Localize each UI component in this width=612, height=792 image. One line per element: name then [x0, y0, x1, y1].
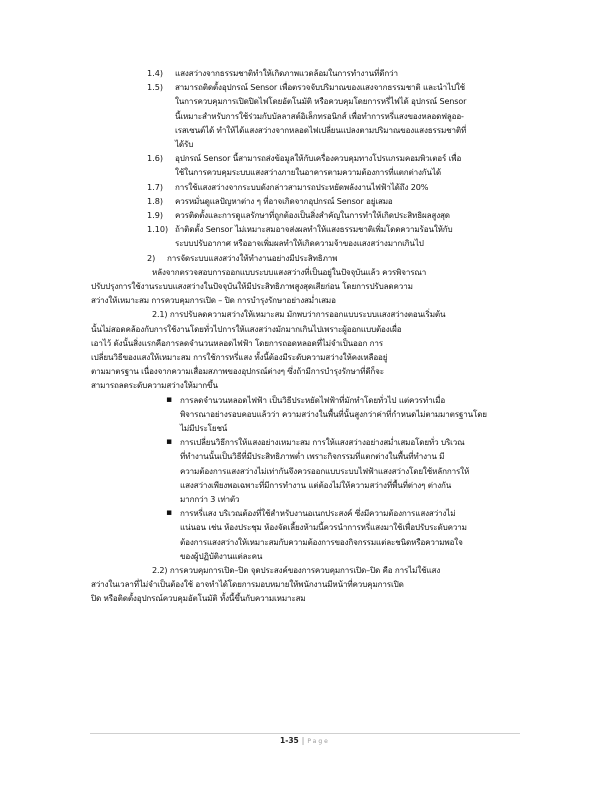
bullet-text: แน่นอน เช่น ห้องประชุม ห้องจัดเลี้ยงห้ามนี้ควรนำการหรี่แสงมาใช้เพื่อปรับระดับความ: [180, 522, 467, 533]
paragraph-line: 2.2) การควบคุมการเปิด–ปิด จุดประสงค์ของการควบคุมการเปิด–ปิด คือ การไม่ใช้แสง: [152, 565, 441, 575]
bullet-text: ของผู้ปฏิบัติงานแต่ละคน: [180, 550, 263, 561]
list-item-text: นี้เหมาะสำหรับการใช้ร่วมกับบัลลาสต์อิเล็กทรอนิกส์ เพื่อทำการหรี่แสงของหลอดฟลูออ-: [175, 110, 464, 121]
bullet-text: พิจารณาอย่างรอบคอบแล้วว่า ความสว่างในพื้นที่นั้นสูงกว่าค่าที่กำหนดไม่ตามมาตรฐานโดย: [180, 408, 487, 419]
item-number: 1.7): [147, 181, 164, 192]
list-item-text: การใช้แสงสว่างจากระบบดังกล่าวสามารถประหยัดพลังงานไฟฟ้าได้ถึง 20%: [175, 181, 429, 192]
item-number: 1.10): [147, 224, 169, 235]
bullet-text: การหรี่แสง บริเวณต้องที่ใช้สำหรับงานอเนกประสงค์ ซึ่งมีความต้องการแสงสว่างไม่: [180, 508, 456, 519]
list-item-text: ควรติดตั้งและการดูแลรักษาที่ถูกต้องเป็นสิ่งสำคัญในการทำให้เกิดประสิทธิผลสูงสุด: [175, 210, 450, 220]
footer-separator: |: [301, 736, 305, 745]
bullet-text: การเปลี่ยนวิธีการให้แสงอย่างเหมาะสม การให้แสงสว่างอย่างสม่ำเสมอโดยทั่ว บริเวณ: [180, 437, 465, 448]
paragraph-line: ปิด หรือติดตั้งอุปกรณ์ควบคุมอัตโนมัติ ทั้งนี้ขึ้นกับความเหมาะสม: [91, 593, 306, 604]
bullet-text: ต้องการแสงสว่างให้เหมาะสมกับความต้องการของกิจกรรมแต่ละชนิดหรือความพอใจ: [180, 536, 463, 547]
page-footer: [280, 736, 330, 745]
bullet-marker-icon: ▪: [166, 437, 173, 448]
bullet-text: การลดจำนวนหลอดไฟฟ้า เป็นวิธีประหยัดไฟฟ้าที่มักทำโดยทั่วไป แต่ควรทำเมื่อ: [180, 394, 446, 405]
item-number: 1.9): [147, 210, 164, 220]
paragraph-line: เอาไว้ ดังนั้นสิ่งแรกคือการลดจำนวนหลอดไฟฟ้า โดยการถอดหลอดที่ไม่จำเป็นออก การ: [91, 337, 383, 348]
section-heading: การจัดระบบแสงสว่างให้ทำงานอย่างมีประสิทธิภาพ: [167, 252, 338, 263]
bullet-text: ความต้องการแสงสว่างไม่เท่ากันจึงควรออกแบบระบบไฟฟ้าแสงสว่างโดยใช้หลักการให้: [180, 465, 470, 476]
bullet-marker-icon: ▪: [166, 394, 173, 405]
item-number: 1.5): [147, 82, 164, 93]
page-number: 1-35: [280, 736, 299, 745]
bullet-marker-icon: ▪: [166, 508, 173, 519]
item-number: 1.4): [147, 68, 164, 78]
list-item-text: ได้รับ: [175, 139, 194, 149]
list-item-text: เรสเซนต์ได้ ทำให้ได้แสงสว่างจากหลอดไฟเปลี่ยนแปลงตามปริมาณของแสงธรรมชาติที่: [175, 124, 467, 135]
paragraph-line: เปลี่ยนวิธีของแสงให้เหมาะสม การใช้การหรี่แสง ทั้งนี้ต้องมีระดับความสว่างให้คงเหลืออยู่: [91, 352, 388, 362]
page-label: Page: [307, 738, 330, 745]
list-item-text: ถ้าติดตั้ง Sensor ไม่เหมาะสมอาจส่งผลทำให้แสงธรรมชาติเพิ่มโดดความร้อนให้กับ: [175, 224, 453, 235]
paragraph-line: ปรับปรุงการใช้งานระบบแสงสว่างในปัจจุบันให้มีประสิทธิภาพสูงสุดเสียก่อน โดยการปรับลดความ: [91, 281, 413, 291]
paragraph-line: นั้นไม่สอดคล้องกับการใช้งานโดยทั่วไปการให้แสงสว่างมักมากเกินไปเพราะผู้ออกแบบต้องเผื่อ: [91, 323, 402, 334]
paragraph-line: สามารถลดระดับความสว่างให้มากขึ้น: [91, 380, 218, 391]
list-item-text: ใช้ในการควบคุมระบบแสงสว่างภายในอาคารตามความต้องการที่แตกต่างกันได้: [175, 167, 441, 178]
list-item-text: อุปกรณ์ Sensor นี้สามารถส่งข้อมูลให้กับเครื่องควบคุมทางโปรแกรมคอมพิวเตอร์ เพื่อ: [175, 153, 462, 164]
item-number: 1.8): [147, 195, 164, 206]
bullet-text: มากกว่า 3 เท่าตัว: [180, 494, 240, 504]
paragraph-line: ตามมาตรฐาน เนื่องจากความเสื่อมสภาพของอุปกรณ์ต่างๆ ซึ่งถ้ามีการบำรุงรักษาที่ดีก็จะ: [91, 366, 384, 377]
footer-rule: [90, 733, 520, 734]
paragraph-line: สว่างให้เหมาะสม การควบคุมการเปิด – ปิด การบำรุงรักษาอย่างสม่ำเสมอ: [91, 295, 336, 306]
paragraph-line: สว่างในเวลาที่ไม่จำเป็นต้องใช้ อาจทำได้โดยการมอบหมายให้พนักงานมีหน้าที่ควบคุมการเปิด: [91, 579, 404, 590]
list-item-text: ระบบปรับอากาศ หรืออาจเพิ่มผลทำให้เกิดความจ้าของแสงสว่างมากเกินไป: [175, 238, 424, 249]
item-number: 2): [147, 252, 156, 263]
bullet-text: แสงสว่างเพียงพอเฉพาะที่มีการทำงาน แต่ต้องไม่ให้ความสว่างที่พื้นที่ต่างๆ ต่างกัน: [180, 479, 452, 490]
list-item-text: ควรหมั่นดูแลปัญหาต่าง ๆ ที่อาจเกิดจากอุปกรณ์ Sensor อยู่เสมอ: [175, 195, 393, 206]
item-number: 1.6): [147, 153, 164, 164]
paragraph-line: 2.1) การปรับลดความสว่างให้เหมาะสม มักพบว่าการออกแบบระบบแสงสว่างตอนเริ่มต้น: [152, 309, 446, 320]
list-item-text: ในการควบคุมการเปิดปิดไฟโดยอัตโนมัติ หรือควบคุมโดยการหรี่ไฟได้ อุปกรณ์ Sensor: [175, 96, 467, 107]
paragraph-line: หลังจากตรวจสอบการออกแบบระบบแสงสว่างที่เป็นอยู่ในปัจจุบันแล้ว ควรพิจารณา: [152, 266, 427, 277]
list-item-text: แสงสว่างจากธรรมชาติทำให้เกิดภาพแวดล้อมในการทำงานที่ดีกว่า: [175, 68, 398, 78]
bullet-text: ไม่มีประโยชน์: [180, 423, 228, 433]
list-item-text: สามารถติดตั้งอุปกรณ์ Sensor เพื่อตรวจจับปริมาณของแสงจากธรรมชาติ และนำไปใช้: [175, 82, 466, 93]
bullet-text: ที่ทำงานนั้นเป็นวิธีที่มีประสิทธิภาพต่ำ เพราะกิจกรรมที่แตกต่างในพื้นที่ทำงาน มี: [180, 451, 445, 462]
